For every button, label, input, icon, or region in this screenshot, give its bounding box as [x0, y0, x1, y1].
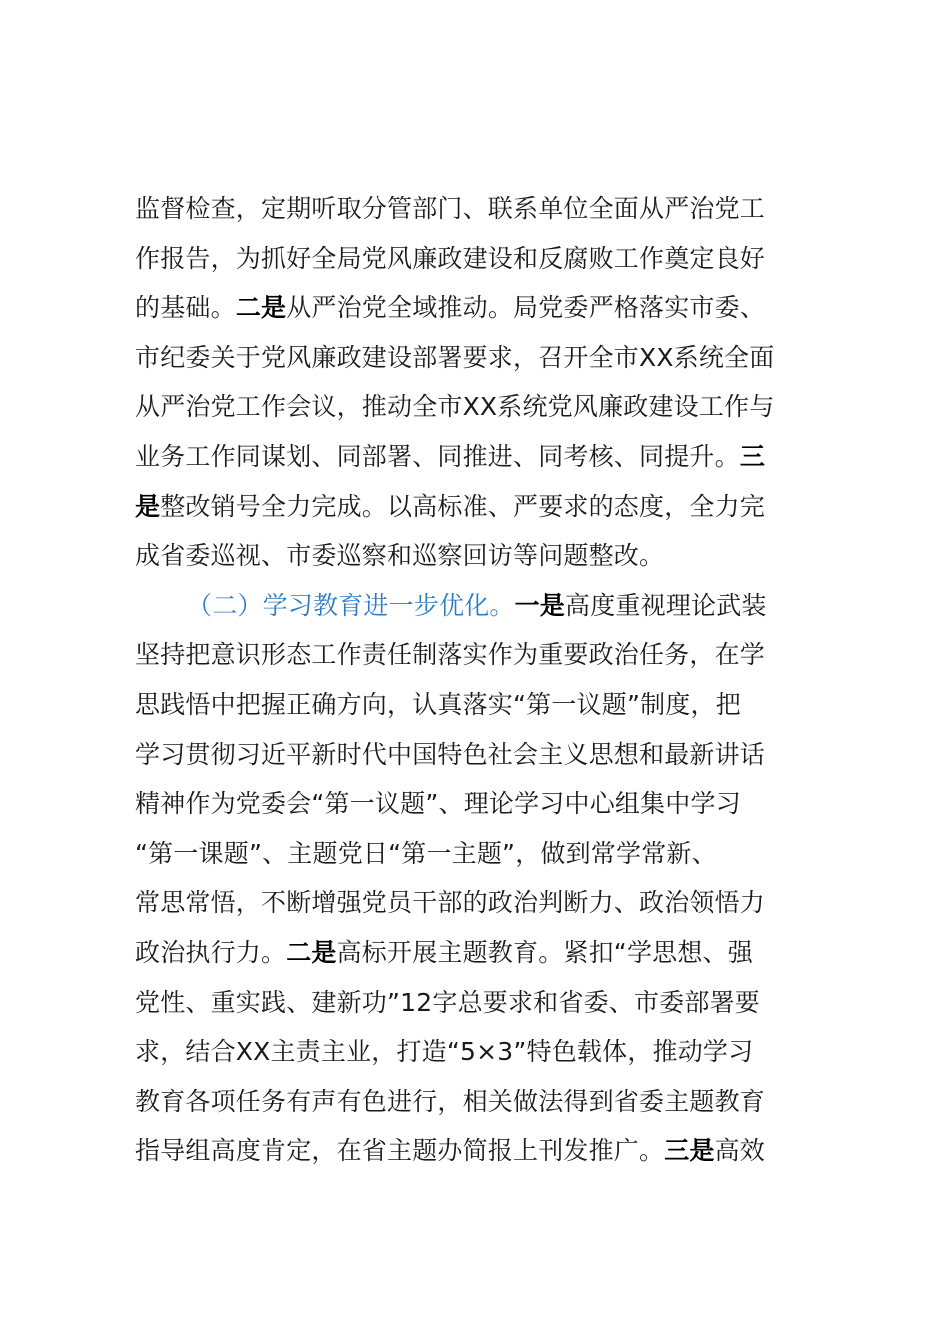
bold-run: 三是: [664, 1136, 715, 1166]
paragraph-line: [135, 829, 855, 879]
paragraph-line: [135, 680, 855, 730]
text-run: 作报告，为抓好全局党风廉政建设和反腐败工作奠定良好: [135, 243, 766, 273]
bold-run: 二是: [286, 937, 337, 967]
paragraph-line: [135, 978, 855, 1028]
text-run: 从严治党工作会议，推动全市XX系统党风廉政建设工作与: [135, 392, 775, 422]
text-run: 高度重视理论武装: [565, 590, 767, 620]
paragraph-line: [135, 928, 855, 978]
text-run: 指导组高度肯定，在省主题办简报上刊发推广。: [135, 1136, 665, 1166]
bold-run: 二是: [235, 293, 287, 323]
bold-run: 三: [739, 441, 766, 471]
paragraph-line: [135, 482, 855, 532]
paragraph-line: [135, 382, 855, 432]
text-run: 教育各项任务有声有色进行，相关做法得到省委主题教育: [135, 1086, 766, 1116]
paragraph-line: [135, 630, 855, 680]
text-run: “第一课题”、主题党日“第一主题”，做到常学常新、: [135, 838, 717, 868]
bold-run: 是: [135, 491, 161, 521]
document-body: [135, 184, 855, 1176]
paragraph-line: [135, 283, 855, 333]
text-run: 监督检查，定期听取分管部门、联系单位全面从严治党工: [135, 194, 766, 223]
paragraph-line: [135, 1126, 855, 1176]
text-run: 常思常悟，不断增强党员干部的政治判断力、政治领悟力: [135, 888, 766, 918]
section-heading: （二）学习教育进一步优化。: [187, 590, 515, 620]
text-run: 坚持把意识形态工作责任制落实作为重要政治任务，在学: [135, 640, 766, 670]
text-run: 高效: [714, 1136, 766, 1166]
text-run: 的基础。: [135, 293, 236, 323]
bold-run: 一是: [514, 590, 566, 620]
paragraph-line: [135, 184, 855, 234]
text-run: 从严治党全域推动。局党委严格落实市委、: [286, 293, 766, 323]
paragraph-line: [135, 432, 855, 482]
text-run: 整改销号全力完成。以高标准、严要求的态度，全力完: [160, 491, 766, 521]
text-run: 求，结合XX主责主业，打造“5×3”特色载体，推动学习: [135, 1037, 754, 1067]
paragraph-line: [135, 1077, 855, 1127]
text-run: 成省委巡视、市委巡察和巡察回访等问题整改。: [135, 541, 665, 571]
text-run: 业务工作同谋划、同部署、同推进、同考核、同提升。: [135, 441, 740, 471]
paragraph-line: [135, 730, 855, 780]
text-run: 学习贯彻习近平新时代中国特色社会主义思想和最新讲话: [135, 739, 766, 769]
paragraph-line: [135, 333, 855, 383]
paragraph-line: [135, 1027, 855, 1077]
paragraph-line: [135, 878, 855, 928]
paragraph-line: [135, 779, 855, 829]
text-run: 党性、重实践、建新功”12字总要求和省委、市委部署要: [135, 987, 760, 1017]
text-run: 精神作为党委会“第一议题”、理论学习中心组集中学习: [135, 789, 741, 819]
paragraph-line: [135, 234, 855, 284]
text-run: 政治执行力。: [135, 937, 287, 967]
section-heading-line: [135, 581, 855, 631]
paragraph-line: [135, 531, 855, 581]
text-run: 市纪委关于党风廉政建设部署要求，召开全市XX系统全面: [135, 342, 775, 372]
text-run: 思践悟中把握正确方向，认真落实“第一议题”制度，把: [135, 689, 741, 719]
text-run: 高标开展主题教育。紧扣“学思想、强: [336, 937, 753, 967]
